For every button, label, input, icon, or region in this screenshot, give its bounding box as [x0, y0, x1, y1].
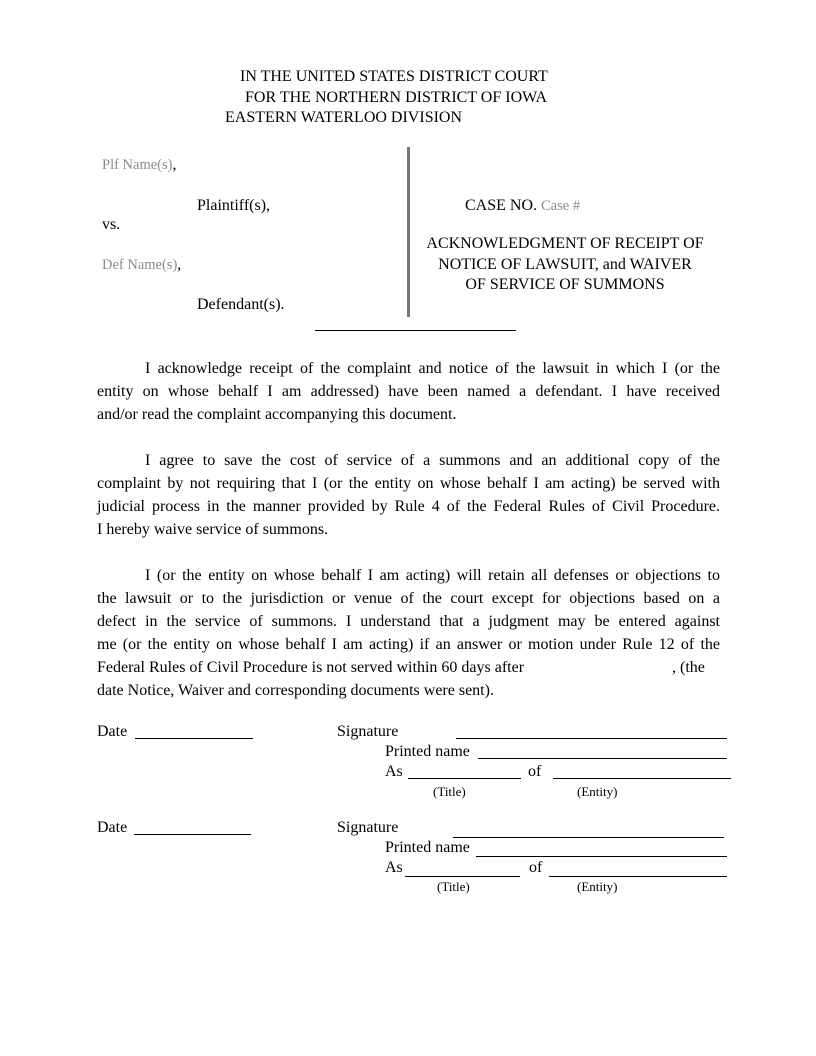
comma: ,	[177, 256, 182, 273]
as-label: As	[385, 763, 403, 780]
signature-label: Signature	[337, 819, 399, 836]
title-line: ACKNOWLEDGMENT OF RECEIPT OF	[426, 235, 704, 252]
signature-field[interactable]	[456, 738, 727, 739]
printed-name-field[interactable]	[478, 758, 727, 759]
text-segment: Federal Rules of Civil Procedure is not served within 60 days after	[97, 659, 525, 676]
text-segment: , (the	[672, 659, 705, 676]
plaintiff-label: Plaintiff(s),	[197, 197, 271, 214]
of-label: of	[528, 763, 542, 780]
document-title	[410, 234, 720, 296]
header-line-2: FOR THE NORTHERN DISTRICT OF IOWA	[245, 89, 548, 106]
signature-label: Signature	[337, 723, 399, 740]
as-label: As	[385, 859, 403, 876]
text-line: entity on whose behalf I am addressed) have been named a defendant. I have received	[97, 383, 720, 400]
defendant-name-field[interactable]	[102, 255, 181, 275]
text-line: and/or read the complaint accompanying this document.	[97, 406, 457, 423]
text-line: I agree to save the cost of service of a summons and an additional copy of the	[145, 452, 720, 469]
text-line	[97, 656, 720, 679]
printed-name-label: Printed name	[385, 743, 470, 760]
text-line: me (or the entity on whose behalf I am acting) if an answer or motion under Rule 12 of the	[97, 636, 720, 653]
text-line: I hereby waive service of summons.	[97, 521, 329, 538]
date-label: Date	[97, 819, 128, 836]
text-line: the lawsuit or to the jurisdiction or venue of the court except for objections based on a	[97, 590, 720, 607]
title-line: NOTICE OF LAWSUIT, and WAIVER	[438, 255, 692, 273]
paragraph-3	[97, 564, 720, 702]
of-label: of	[529, 859, 543, 876]
text-line: complaint by not requiring that I (or the entity on whose behalf I am acting) be served with	[97, 475, 720, 492]
header-line-1: IN THE UNITED STATES DISTRICT COURT	[240, 68, 548, 85]
paragraph-2	[97, 449, 720, 541]
entity-caption: (Entity)	[577, 784, 618, 799]
title-caption: (Title)	[437, 879, 470, 894]
plaintiff-name-field[interactable]	[102, 155, 176, 175]
defendant-placeholder: Def Name(s)	[102, 257, 178, 273]
plaintiff-placeholder: Plf Name(s)	[102, 157, 173, 173]
entity-field[interactable]	[553, 778, 731, 779]
defendant-label: Defendant(s).	[197, 296, 285, 313]
date-field[interactable]	[134, 834, 251, 835]
comma: ,	[172, 156, 177, 173]
caption-rule	[315, 330, 516, 331]
vs-label: vs.	[102, 216, 121, 233]
text-line: date Notice, Waiver and corresponding documents were sent).	[97, 682, 494, 699]
printed-name-field[interactable]	[476, 856, 727, 857]
entity-caption: (Entity)	[577, 879, 618, 894]
title-line: OF SERVICE OF SUMMONS	[465, 276, 665, 293]
case-number-field[interactable]: Case #	[541, 198, 581, 214]
entity-field[interactable]	[549, 876, 727, 877]
printed-name-label: Printed name	[385, 839, 470, 856]
title-field[interactable]	[408, 778, 521, 779]
date-field[interactable]	[135, 738, 253, 739]
text-line: I acknowledge receipt of the complaint and notice of the lawsuit in which I (or the	[145, 360, 720, 377]
text-line: I (or the entity on whose behalf I am acting) will retain all defenses or objections to	[145, 567, 720, 584]
text-line: judicial process in the manner provided by Rule 4 of the Federal Rules of Civil Procedure.	[97, 498, 720, 515]
title-caption: (Title)	[433, 784, 466, 799]
case-number	[465, 196, 580, 216]
text-line: defect in the service of summons. I understand that a judgment may be entered against	[97, 613, 720, 630]
header-line-3: EASTERN WATERLOO DIVISION	[225, 109, 463, 126]
paragraph-1	[97, 357, 720, 426]
date-label: Date	[97, 723, 128, 740]
signature-field[interactable]	[453, 837, 724, 838]
case-no-label: CASE NO.	[465, 197, 538, 214]
